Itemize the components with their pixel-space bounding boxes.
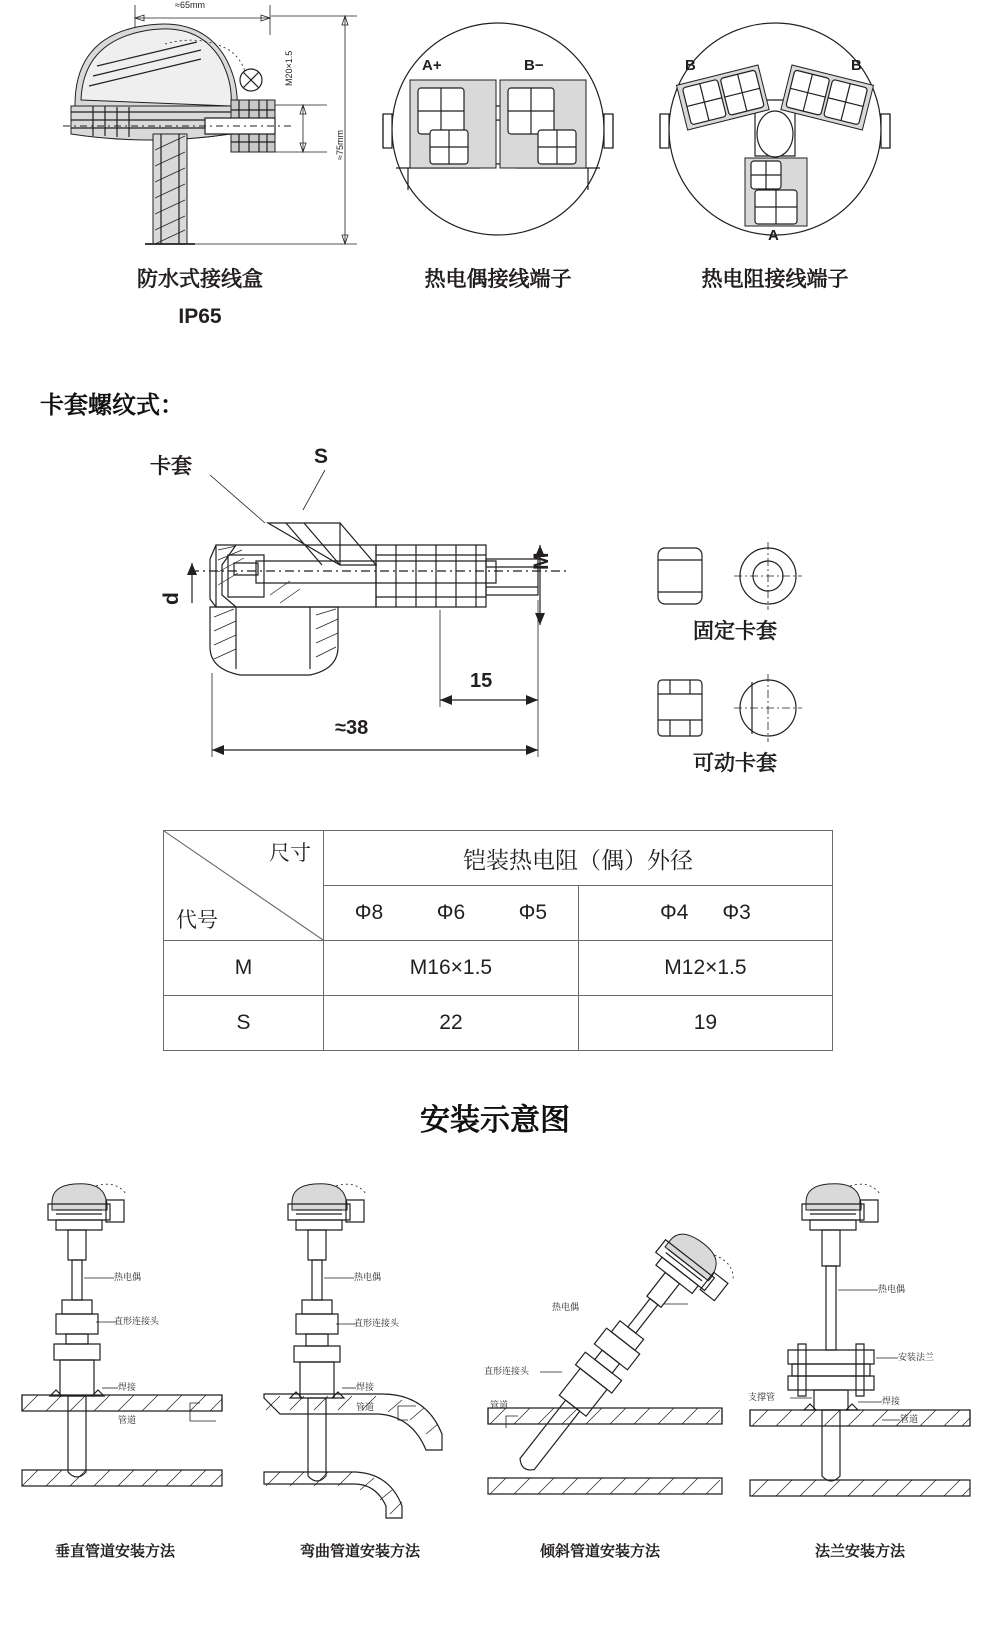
terminal-label-b-right: B	[851, 57, 862, 74]
dimension-width-label: ≈65mm	[175, 0, 205, 10]
corner-label-code: 代号	[176, 909, 218, 932]
caption-inclined-pipe-install: 倾斜管道安装方法	[539, 1543, 660, 1560]
row-code-s: S	[164, 996, 324, 1051]
figure-vertical-pipe-install	[10, 1180, 240, 1520]
row-s-value1: 22	[324, 996, 579, 1051]
figure-fixed-ferrule	[640, 540, 830, 620]
figure-rtd-terminal	[655, 18, 895, 243]
table-row	[164, 831, 833, 886]
size-d8: Φ8	[354, 901, 384, 924]
corner-label-size: 尺寸	[269, 842, 312, 865]
terminal-label-a: A	[768, 227, 779, 243]
label-straight-connector: 直形连接头	[484, 1366, 530, 1376]
dimension-height-label: ≈75mm	[335, 130, 345, 160]
caption-rtd-terminal: 热电阻接线端子	[701, 268, 849, 291]
label-thermocouple: 热电偶	[878, 1284, 906, 1294]
terminal-block-a	[410, 80, 496, 168]
caption-movable-ferrule: 可动卡套	[693, 752, 777, 775]
label-pipe: 管道	[118, 1415, 137, 1425]
label-15: 15	[470, 670, 493, 692]
label-thermocouple: 热电偶	[114, 1272, 142, 1282]
figure-waterproof-junction-box	[35, 0, 365, 255]
caption-waterproof-junction-box: 防水式接线盒	[137, 268, 263, 291]
terminal-label-a: A+	[422, 57, 442, 74]
label-pipe: 管道	[356, 1402, 375, 1412]
label-pipe: 管道	[490, 1400, 509, 1410]
figure-flange-install	[740, 1180, 980, 1520]
label-support-tube: 支撑管	[748, 1392, 776, 1402]
label-pipe: 管道	[900, 1414, 919, 1424]
install-section-title: 安装示意图	[420, 1104, 570, 1137]
size-d3: Φ3	[722, 901, 751, 924]
caption-thermocouple-terminal: 热电偶接线端子	[424, 268, 572, 291]
label-S: S	[314, 445, 329, 468]
table-row	[164, 996, 833, 1051]
size-d4: Φ4	[659, 901, 689, 924]
figure-movable-ferrule	[640, 672, 830, 752]
label-weld: 焊接	[882, 1396, 901, 1406]
label-ferrule: 卡套	[150, 455, 192, 478]
row-code-m: M	[164, 941, 324, 996]
spec-table	[163, 830, 833, 1051]
caption-fixed-ferrule: 固定卡套	[693, 620, 777, 643]
label-straight-connector: 直形连接头	[354, 1318, 400, 1328]
caption-ip65: IP65	[178, 305, 222, 328]
table-sizes-group2	[578, 886, 832, 941]
label-M: M	[530, 552, 553, 570]
label-d: d	[160, 592, 183, 605]
label-weld: 焊接	[356, 1382, 375, 1392]
figure-ferrule-thread	[150, 445, 570, 785]
terminal-block-a	[745, 158, 807, 226]
terminal-label-b: B−	[524, 57, 544, 74]
figure-thermocouple-terminal	[378, 18, 618, 243]
table-corner-cell	[164, 831, 324, 941]
figure-inclined-pipe-install	[478, 1180, 738, 1520]
table-sizes-group1	[324, 886, 579, 941]
table-row	[164, 941, 833, 996]
row-s-value2: 19	[578, 996, 832, 1051]
caption-bent-pipe-install: 弯曲管道安装方法	[299, 1543, 420, 1560]
dimension-thread-label: M20×1.5	[284, 50, 294, 86]
size-d6: Φ6	[436, 901, 466, 924]
size-d5: Φ5	[518, 901, 548, 924]
caption-flange-install: 法兰安装方法	[814, 1543, 905, 1560]
junction-box-head	[63, 24, 293, 244]
terminal-block-b	[500, 80, 586, 168]
label-straight-connector: 直形连接头	[114, 1316, 160, 1326]
label-mount-flange: 安装法兰	[898, 1352, 935, 1362]
label-thermocouple: 热电偶	[354, 1272, 382, 1282]
table-header-outer-diameter: 铠装热电阻（偶）外径	[324, 831, 833, 886]
terminal-label-b-left: B	[685, 57, 696, 74]
dimension-d	[187, 563, 197, 603]
label-weld: 焊接	[118, 1382, 137, 1392]
ferrule-section-title: 卡套螺纹式：	[40, 392, 184, 419]
row-m-value2: M12×1.5	[578, 941, 832, 996]
label-thermocouple: 热电偶	[552, 1302, 580, 1312]
caption-vertical-pipe-install: 垂直管道安装方法	[54, 1543, 175, 1560]
label-total-length: ≈38	[335, 717, 369, 739]
figure-bent-pipe-install	[248, 1180, 478, 1520]
row-m-value1: M16×1.5	[324, 941, 579, 996]
